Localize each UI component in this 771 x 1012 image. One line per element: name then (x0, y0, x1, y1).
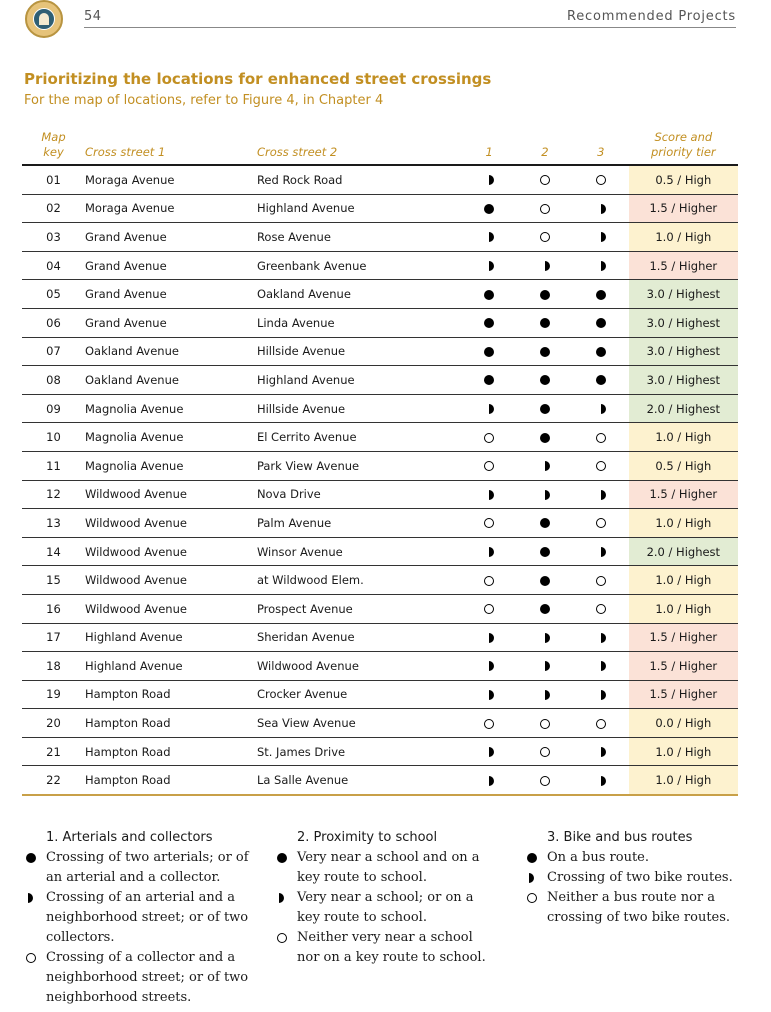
criterion-2-cell (517, 766, 573, 795)
score-cell: 1.5 / Higher (629, 623, 738, 652)
full-circle-icon (540, 604, 550, 614)
empty-circle-icon (26, 953, 36, 963)
table-row (22, 223, 738, 252)
table-row (22, 366, 738, 395)
criterion-2-cell (517, 366, 573, 395)
criterion-3-cell (573, 594, 629, 623)
map-key-cell: 10 (22, 423, 85, 452)
map-key-cell: 20 (22, 709, 85, 738)
header-map-key-line2: key (43, 145, 64, 159)
cross-street-1-cell: Magnolia Avenue (85, 394, 257, 423)
criterion-1-cell (461, 594, 517, 623)
table-row (22, 737, 738, 766)
empty-circle-icon (484, 604, 494, 614)
table-row (22, 537, 738, 566)
cross-street-2-cell: Greenbank Avenue (257, 251, 461, 280)
criterion-2-cell (517, 451, 573, 480)
criterion-1-cell (461, 537, 517, 566)
criterion-2-cell (517, 709, 573, 738)
full-circle-icon (484, 375, 494, 385)
score-cell: 3.0 / Highest (629, 337, 738, 366)
criterion-3-cell (573, 251, 629, 280)
header-criterion-1: 1 (485, 145, 493, 159)
cross-street-1-cell: Wildwood Avenue (85, 537, 257, 566)
empty-circle-icon (540, 175, 550, 185)
cross-street-1-cell: Highland Avenue (85, 623, 257, 652)
map-key-cell: 12 (22, 480, 85, 509)
score-cell: 1.5 / Higher (629, 480, 738, 509)
header-cross-street-2: Cross street 2 (256, 145, 338, 159)
criterion-2-cell (517, 737, 573, 766)
full-circle-icon (540, 375, 550, 385)
page-subtitle: For the map of locations, refer to Figure 4, in Chapter 4 (24, 93, 384, 108)
half-circle-icon (601, 232, 606, 242)
criterion-3-cell (573, 194, 629, 223)
cross-street-1-cell: Hampton Road (85, 766, 257, 795)
cross-street-1-cell: Magnolia Avenue (85, 423, 257, 452)
header-score (629, 130, 738, 165)
full-circle-icon (277, 853, 287, 863)
criterion-2-cell (517, 566, 573, 595)
cross-street-1-cell: Highland Avenue (85, 652, 257, 681)
cross-street-2-cell: Sheridan Avenue (257, 623, 461, 652)
legend-item-text: Crossing of an arterial and a neighborhood street; or of two collectors. (46, 890, 249, 945)
half-circle-icon (489, 690, 494, 700)
table-body (22, 165, 738, 795)
criterion-1-cell (461, 652, 517, 681)
map-key-cell: 09 (22, 394, 85, 423)
cross-street-2-cell: Nova Drive (257, 480, 461, 509)
legend-item-text: On a bus route. (547, 850, 650, 865)
criterion-1-cell (461, 251, 517, 280)
table-row (22, 337, 738, 366)
header-score-line1: Score and (654, 130, 713, 144)
criterion-1-cell (461, 623, 517, 652)
full-circle-icon (540, 547, 550, 557)
legend-bike-bus (525, 828, 750, 928)
half-circle-icon (545, 661, 550, 671)
legend-title: 1. Arterials and collectors (46, 830, 213, 845)
criterion-3-cell (573, 280, 629, 309)
table-row (22, 308, 738, 337)
legend-item-text: Crossing of two arterials; or of an arterial and a collector. (46, 850, 249, 885)
score-cell: 3.0 / Highest (629, 366, 738, 395)
half-circle-icon (545, 633, 550, 643)
cross-street-2-cell: St. James Drive (257, 737, 461, 766)
criterion-3-cell (573, 709, 629, 738)
criterion-3-cell (573, 337, 629, 366)
half-circle-icon (489, 633, 494, 643)
map-key-cell: 01 (22, 165, 85, 194)
map-key-cell: 17 (22, 623, 85, 652)
table-row (22, 623, 738, 652)
half-circle-icon (545, 490, 550, 500)
cross-street-2-cell: Oakland Avenue (257, 280, 461, 309)
score-cell: 3.0 / Highest (629, 280, 738, 309)
full-circle-icon (484, 318, 494, 328)
cross-street-2-cell: Park View Avenue (257, 451, 461, 480)
empty-circle-icon (484, 433, 494, 443)
empty-circle-icon (277, 933, 287, 943)
cross-street-1-cell: Magnolia Avenue (85, 451, 257, 480)
half-circle-icon (601, 747, 606, 757)
half-circle-icon (489, 490, 494, 500)
criterion-3-cell (573, 566, 629, 595)
map-key-cell: 18 (22, 652, 85, 681)
legend-item (525, 868, 750, 888)
cross-street-1-cell: Wildwood Avenue (85, 480, 257, 509)
half-circle-icon (28, 893, 33, 903)
full-circle-icon (26, 853, 36, 863)
legend-item-text: Very near a school and on a key route to school. (297, 850, 480, 885)
criterion-2-cell (517, 480, 573, 509)
table-row (22, 509, 738, 538)
legend-item-text: Crossing of a collector and a neighborhood street; or of two neighborhood streets. (46, 950, 249, 1005)
cross-street-2-cell: at Wildwood Elem. (257, 566, 461, 595)
criterion-3-cell (573, 394, 629, 423)
half-circle-icon (489, 776, 494, 786)
criterion-2-cell (517, 509, 573, 538)
full-circle-icon (596, 347, 606, 357)
cross-street-2-cell: Rose Avenue (257, 223, 461, 252)
criterion-3-cell (573, 537, 629, 566)
half-circle-icon (489, 747, 494, 757)
empty-circle-icon (596, 576, 606, 586)
criterion-1-cell (461, 509, 517, 538)
cross-street-1-cell: Hampton Road (85, 680, 257, 709)
half-circle-icon (601, 490, 606, 500)
criterion-1-cell (461, 766, 517, 795)
cross-street-1-cell: Hampton Road (85, 709, 257, 738)
score-cell: 2.0 / Highest (629, 394, 738, 423)
half-circle-icon (601, 633, 606, 643)
empty-circle-icon (540, 747, 550, 757)
cross-street-2-cell: Red Rock Road (257, 165, 461, 194)
score-cell: 1.5 / Higher (629, 652, 738, 681)
cross-street-2-cell: Highland Avenue (257, 366, 461, 395)
half-circle-icon (279, 893, 284, 903)
cross-street-1-cell: Grand Avenue (85, 280, 257, 309)
cross-street-1-cell: Grand Avenue (85, 251, 257, 280)
map-key-cell: 11 (22, 451, 85, 480)
half-circle-icon (545, 261, 550, 271)
full-circle-icon (540, 347, 550, 357)
cross-street-2-cell: Winsor Avenue (257, 537, 461, 566)
criterion-1-cell (461, 480, 517, 509)
table-row (22, 680, 738, 709)
full-circle-icon (540, 433, 550, 443)
page-number: 54 (84, 9, 102, 24)
cross-street-1-cell: Wildwood Avenue (85, 594, 257, 623)
criterion-1-cell (461, 223, 517, 252)
criterion-3-cell (573, 680, 629, 709)
map-key-cell: 21 (22, 737, 85, 766)
score-cell: 1.5 / Higher (629, 680, 738, 709)
criterion-2-cell (517, 423, 573, 452)
half-circle-icon (545, 690, 550, 700)
crossings-table (22, 130, 738, 796)
criterion-2-cell (517, 251, 573, 280)
full-circle-icon (596, 375, 606, 385)
half-circle-icon (601, 261, 606, 271)
cross-street-2-cell: La Salle Avenue (257, 766, 461, 795)
empty-circle-icon (484, 461, 494, 471)
full-circle-icon (596, 318, 606, 328)
cross-street-1-cell: Moraga Avenue (85, 194, 257, 223)
legend-school-proximity (275, 828, 495, 968)
legend-item-text: Neither very near a school nor on a key route to school. (297, 930, 486, 965)
criterion-2-cell (517, 337, 573, 366)
legend-arterials (24, 828, 249, 1008)
half-circle-icon (489, 404, 494, 414)
criterion-3-cell (573, 509, 629, 538)
header-map-key (22, 130, 85, 165)
page-header (0, 0, 771, 40)
criterion-3-cell (573, 766, 629, 795)
header-criterion-3: 3 (597, 145, 605, 159)
cross-street-2-cell: Prospect Avenue (257, 594, 461, 623)
half-circle-icon (601, 661, 606, 671)
map-key-cell: 22 (22, 766, 85, 795)
table-row (22, 566, 738, 595)
score-cell: 1.0 / High (629, 737, 738, 766)
map-key-cell: 05 (22, 280, 85, 309)
full-circle-icon (540, 518, 550, 528)
map-key-cell: 14 (22, 537, 85, 566)
map-key-cell: 03 (22, 223, 85, 252)
half-circle-icon (489, 547, 494, 557)
criterion-1-cell (461, 308, 517, 337)
legend-item (275, 888, 495, 928)
score-cell: 1.0 / High (629, 423, 738, 452)
legend-item-text: Neither a bus route nor a crossing of two bike routes. (547, 890, 731, 925)
map-key-cell: 15 (22, 566, 85, 595)
cross-street-1-cell: Wildwood Avenue (85, 509, 257, 538)
cross-street-1-cell: Moraga Avenue (85, 165, 257, 194)
legend-item (275, 928, 495, 968)
criterion-2-cell (517, 194, 573, 223)
criterion-2-cell (517, 652, 573, 681)
score-cell: 0.5 / High (629, 165, 738, 194)
half-circle-icon (489, 261, 494, 271)
map-key-cell: 04 (22, 251, 85, 280)
score-cell: 1.0 / High (629, 594, 738, 623)
header-cross-street-1: Cross street 1 (84, 145, 166, 159)
empty-circle-icon (596, 719, 606, 729)
half-circle-icon (545, 461, 550, 471)
legend-item-text: Very near a school; or on a key route to school. (297, 890, 474, 925)
city-seal-logo (25, 0, 63, 38)
empty-circle-icon (540, 719, 550, 729)
empty-circle-icon (484, 576, 494, 586)
score-cell: 2.0 / Highest (629, 537, 738, 566)
criterion-3-cell (573, 423, 629, 452)
criterion-2-cell (517, 223, 573, 252)
empty-circle-icon (596, 518, 606, 528)
half-circle-icon (489, 232, 494, 242)
cross-street-2-cell: Wildwood Avenue (257, 652, 461, 681)
table-row (22, 480, 738, 509)
table-row (22, 251, 738, 280)
criterion-1-cell (461, 165, 517, 194)
score-cell: 0.5 / High (629, 451, 738, 480)
criterion-1-cell (461, 280, 517, 309)
legend-item (24, 888, 249, 948)
criterion-3-cell (573, 366, 629, 395)
score-cell: 1.5 / Higher (629, 194, 738, 223)
page-title: Prioritizing the locations for enhanced street crossings (24, 70, 492, 88)
criterion-1-cell (461, 394, 517, 423)
legend-item (525, 848, 750, 868)
table-row (22, 451, 738, 480)
criterion-2-cell (517, 680, 573, 709)
criterion-1-cell (461, 423, 517, 452)
table-row (22, 394, 738, 423)
criterion-1-cell (461, 566, 517, 595)
cross-street-2-cell: Hillside Avenue (257, 394, 461, 423)
half-circle-icon (601, 404, 606, 414)
criterion-2-cell (517, 394, 573, 423)
seal-emblem (33, 8, 55, 30)
section-title: Recommended Projects (567, 9, 736, 24)
header-score-line2: priority tier (650, 145, 716, 159)
criterion-3-cell (573, 480, 629, 509)
criterion-2-cell (517, 537, 573, 566)
criterion-1-cell (461, 366, 517, 395)
empty-circle-icon (484, 719, 494, 729)
full-circle-icon (540, 318, 550, 328)
empty-circle-icon (596, 461, 606, 471)
criterion-1-cell (461, 737, 517, 766)
criterion-2-cell (517, 280, 573, 309)
full-circle-icon (540, 404, 550, 414)
cross-street-2-cell: Hillside Avenue (257, 337, 461, 366)
criterion-2-cell (517, 623, 573, 652)
full-circle-icon (540, 290, 550, 300)
score-cell: 1.0 / High (629, 223, 738, 252)
table-row (22, 766, 738, 795)
cross-street-2-cell: Crocker Avenue (257, 680, 461, 709)
full-circle-icon (540, 576, 550, 586)
map-key-cell: 19 (22, 680, 85, 709)
criterion-3-cell (573, 223, 629, 252)
half-circle-icon (489, 175, 494, 185)
full-circle-icon (596, 290, 606, 300)
empty-circle-icon (596, 604, 606, 614)
criterion-1-cell (461, 451, 517, 480)
full-circle-icon (527, 853, 537, 863)
score-cell: 1.0 / High (629, 566, 738, 595)
map-key-cell: 07 (22, 337, 85, 366)
half-circle-icon (601, 204, 606, 214)
criterion-2-cell (517, 594, 573, 623)
criterion-1-cell (461, 194, 517, 223)
criterion-2-cell (517, 308, 573, 337)
empty-circle-icon (596, 433, 606, 443)
table-row (22, 194, 738, 223)
full-circle-icon (484, 290, 494, 300)
half-circle-icon (529, 873, 534, 883)
cross-street-2-cell: Sea View Avenue (257, 709, 461, 738)
criterion-1-cell (461, 680, 517, 709)
header-map-key-line1: Map (41, 130, 66, 144)
header-divider (84, 27, 736, 28)
legend-item (24, 948, 249, 1008)
empty-circle-icon (596, 175, 606, 185)
score-cell: 1.0 / High (629, 509, 738, 538)
table-row (22, 280, 738, 309)
half-circle-icon (601, 547, 606, 557)
cross-street-1-cell: Grand Avenue (85, 223, 257, 252)
cross-street-1-cell: Hampton Road (85, 737, 257, 766)
cross-street-1-cell: Wildwood Avenue (85, 566, 257, 595)
full-circle-icon (484, 204, 494, 214)
criterion-3-cell (573, 308, 629, 337)
criterion-2-cell (517, 165, 573, 194)
empty-circle-icon (540, 776, 550, 786)
table-row (22, 165, 738, 194)
map-key-cell: 16 (22, 594, 85, 623)
cross-street-1-cell: Oakland Avenue (85, 337, 257, 366)
empty-circle-icon (484, 518, 494, 528)
header-criterion-2: 2 (541, 145, 549, 159)
legend-item (525, 888, 750, 928)
empty-circle-icon (540, 204, 550, 214)
legend-title: 2. Proximity to school (297, 830, 438, 845)
legend-item (275, 848, 495, 888)
criterion-1-cell (461, 709, 517, 738)
criterion-3-cell (573, 652, 629, 681)
map-key-cell: 02 (22, 194, 85, 223)
map-key-cell: 06 (22, 308, 85, 337)
half-circle-icon (601, 776, 606, 786)
cross-street-2-cell: Palm Avenue (257, 509, 461, 538)
score-cell: 0.0 / High (629, 709, 738, 738)
table-row (22, 709, 738, 738)
map-key-cell: 08 (22, 366, 85, 395)
full-circle-icon (484, 347, 494, 357)
criterion-3-cell (573, 451, 629, 480)
criterion-3-cell (573, 623, 629, 652)
cross-street-2-cell: El Cerrito Avenue (257, 423, 461, 452)
map-key-cell: 13 (22, 509, 85, 538)
table-header-row (22, 130, 738, 165)
cross-street-2-cell: Highland Avenue (257, 194, 461, 223)
empty-circle-icon (527, 893, 537, 903)
score-cell: 1.5 / Higher (629, 251, 738, 280)
cross-street-2-cell: Linda Avenue (257, 308, 461, 337)
cross-street-1-cell: Grand Avenue (85, 308, 257, 337)
half-circle-icon (489, 661, 494, 671)
table-row (22, 423, 738, 452)
half-circle-icon (601, 690, 606, 700)
criterion-3-cell (573, 737, 629, 766)
score-cell: 3.0 / Highest (629, 308, 738, 337)
empty-circle-icon (540, 232, 550, 242)
table-row (22, 594, 738, 623)
seal-building-icon (39, 13, 49, 25)
legend-item-text: Crossing of two bike routes. (547, 870, 733, 885)
criterion-1-cell (461, 337, 517, 366)
score-cell: 1.0 / High (629, 766, 738, 795)
legend-item (24, 848, 249, 888)
cross-street-1-cell: Oakland Avenue (85, 366, 257, 395)
legend-title: 3. Bike and bus routes (547, 830, 693, 845)
table-row (22, 652, 738, 681)
criterion-3-cell (573, 165, 629, 194)
